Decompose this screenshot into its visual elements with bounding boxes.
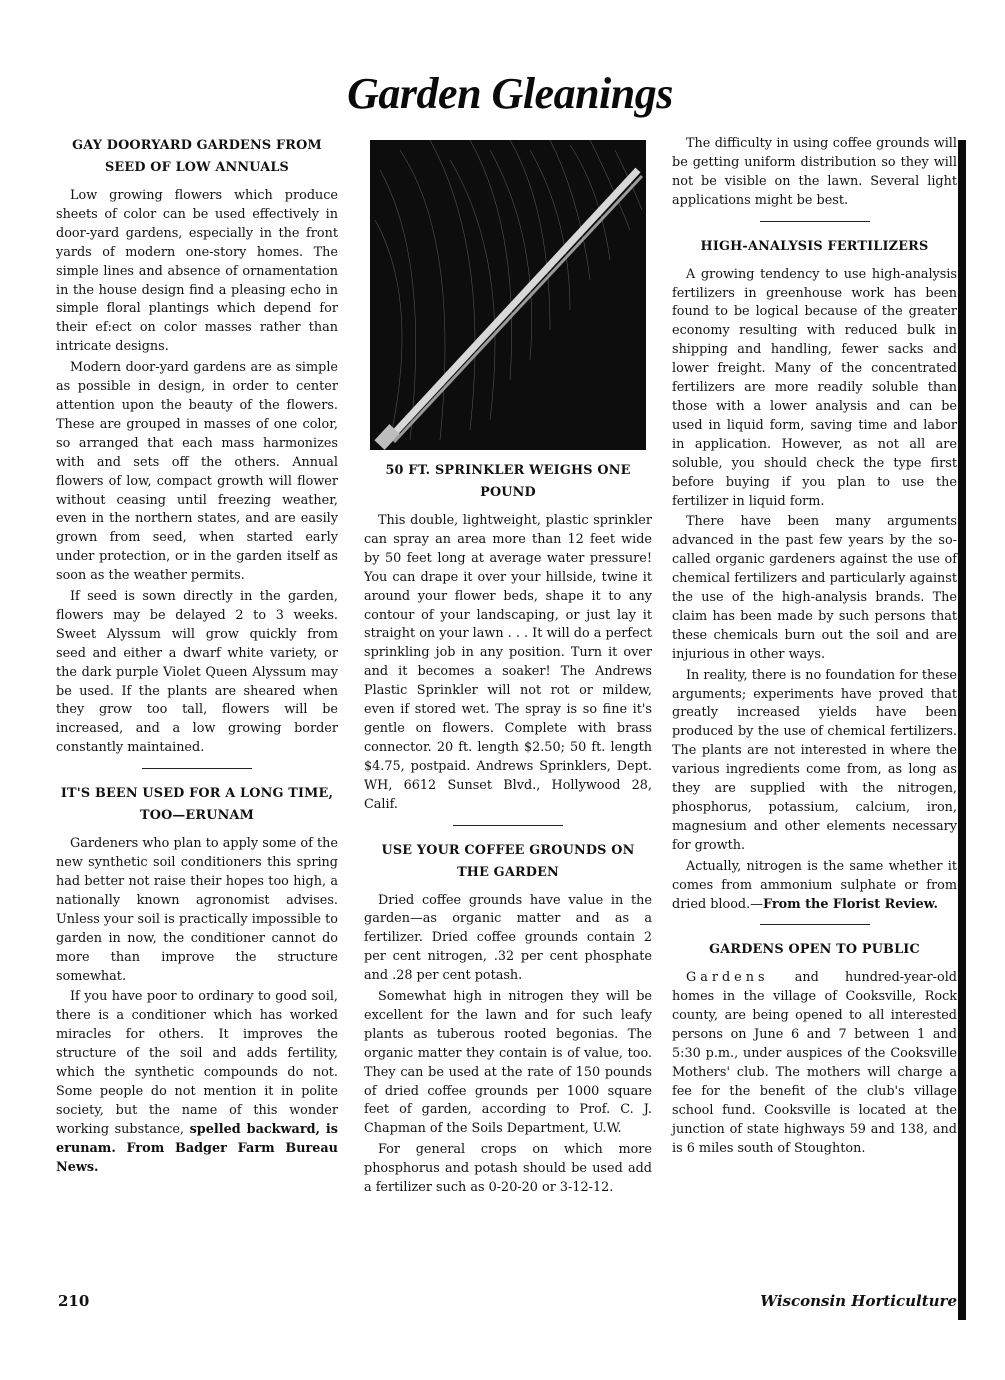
sprinkler-spray-image — [370, 140, 646, 450]
page-number: 210 — [58, 1292, 90, 1310]
article-paragraph — [672, 969, 957, 1158]
article-paragraph — [672, 858, 957, 915]
article-heading: GAY DOORYARD GARDENS FROM SEED OF LOW ANNUALS — [72, 138, 322, 175]
article-heading: 50 FT. SPRINKLER WEIGHS ONE POUND — [385, 463, 631, 500]
article-text: Actually, nitrogen is the same whether it comes from ammonium sulphate or from dried blood.— — [672, 858, 957, 912]
article-paragraph: Low growing flowers which produce sheets of color can be used effectively in door-yard gardens, especially in the front yards of modern one-story homes. The simple lines and absence of ornamentation in the house design find a pleasing echo in simple floral plantings which depend for their ef:ect on color masses rather than intricate designs. — [56, 188, 338, 355]
article-paragraph: This double, lightweight, plastic sprinkler can spray an area more than 12 feet wide by 50 feet long at average water pressure! You can drape it over your hillside, twine it around your flower beds, shape it to any contour of your landscaping, or just lay it straight on your lawn . . . It will do a perfect sprinkling job in any position. Turn it over and it becomes a soaker! The Andrews Plastic Sprinkler will not rot or mildew, even if stored wet. The spray is so fine it's gentle on flowers. Complete with brass connector. 20 ft. length $2.50; 50 ft. length $4.75, postpaid. Andrews Sprinklers, Dept. WH, 6612 Sunset Blvd., Hollywood 28, Calif. — [364, 513, 652, 812]
article-text: If you have poor to ordinary to good soil, there is a conditioner which has worked miracles for others. It improves the structure of the soil and adds fertility, which the synthetic compounds do not. Some people do not mention it in polite society, but the name of this wonder working substance, — [56, 989, 338, 1137]
section-divider — [142, 768, 252, 769]
column-middle — [364, 140, 652, 1200]
section-divider — [453, 825, 563, 826]
article-paragraph — [56, 988, 338, 1177]
article-heading: HIGH-ANALYSIS FERTILIZERS — [700, 238, 929, 254]
article-paragraph: A growing tendency to use high-analysis fertilizers in greenhouse work has been found to be logical because of the greater economy resulting with reduced bulk in shipping and handling, fewer sacks and lower freight. Many of the concentrated fertilizers are more readily soluble than those with a lower analysis and can be used in liquid form, saving time and labor in application. However, as not all are soluble, you should check the type first before buying if you plan to use the fertilizer in liquid form. — [672, 266, 957, 509]
article-paragraph: Dried coffee grounds have value in the garden—as organic matter and as a fertilizer. Dried coffee grounds contain 2 per cent nitrogen, .32 per cent phosphate and .28 per cent potash. — [364, 892, 652, 984]
column-right — [672, 135, 957, 1161]
article-credit: From the Florist Review. — [762, 896, 938, 912]
article-paragraph: If seed is sown directly in the garden, flowers may be delayed 2 to 3 weeks. Sweet Alyssum will grow quickly from seed and either a dwarf white variety, or the dark purple Violet Queen Alyssum may be used. If the plants are sheared when they grow too tall, flowers will be increased, and a low growing border constantly maintained. — [56, 589, 338, 756]
article-paragraph: The difficulty in using coffee grounds will be getting uniform distribution so they will not be visible on the lawn. Several light applications might be best. — [672, 136, 957, 208]
section-divider — [760, 221, 870, 222]
article-lead-word: Gardens — [686, 970, 769, 986]
article-credit: spelled backward, is erunam. From Badger Farm Bureau News. — [56, 1121, 338, 1175]
article-text: and hundred-year-old homes in the village of Cooksville, Rock county, are being opened to all interested persons on June 6 and 7 between 1 and 5:30 p.m., under auspices of the Cooksville Mothers' club. The mothers will charge a fee for the benefit of the club's village school fund. Cooksville is located at the junction of state highways 59 and 138, and is 6 miles south of Stoughton. — [672, 970, 957, 1156]
article-paragraph: Somewhat high in nitrogen they will be excellent for the lawn and for such leafy plants as tuberous rooted begonias. The organic matter they contain is of value, too. They can be used at the rate of 150 pounds of dried coffee grounds per 1000 square feet of garden, according to Prof. C. J. Chapman of the Soils Department, U.W. — [364, 989, 652, 1137]
article-paragraph: In reality, there is no foundation for these arguments; experiments have proved that greatly increased yields have been produced by the use of chemical fertilizers. The plants are not interested in where the various ingredients come from, as long as they are supplied with the nitrogen, phosphorus, potassium, calcium, iron, magnesium and other elements necessary for growth. — [672, 667, 957, 853]
sprinkler-photo — [370, 140, 646, 450]
page-title: Garden Gleanings — [347, 69, 673, 118]
journal-name: Wisconsin Horticulture — [760, 1292, 957, 1310]
article-heading: USE YOUR COFFEE GROUNDS ON THE GARDEN — [381, 842, 635, 880]
page-edge-shadow — [958, 140, 966, 1320]
article-paragraph: There have been many arguments advanced in the past few years by the so-called organic gardeners against the use of chemical fertilizers and particularly against the use of the high-analysis brands. The claim has been made by such persons that these chemicals burn out the soil and are injurious in other ways. — [672, 514, 957, 662]
column-left — [56, 135, 338, 1180]
article-paragraph: For general crops on which more phosphorus and potash should be used add a fertilizer such as 0-20-20 or 3-12-12. — [364, 1142, 652, 1196]
article-heading: GARDENS OPEN TO PUBLIC — [709, 942, 920, 958]
article-heading: IT'S BEEN USED FOR A LONG TIME, TOO—ERUNAM — [60, 786, 334, 824]
section-divider — [760, 924, 870, 925]
article-paragraph: Modern door-yard gardens are as simple as possible in design, in order to center attention upon the beauty of the flowers. These are grouped in masses of one color, so arranged that each mass harmonizes with and sets off the others. Annual flowers of low, compact growth will flower without ceasing until freezing weather, even in the northern states, and are easily grown from seed, when started early under protection, or in the garden itself as soon as the weather permits. — [56, 360, 338, 584]
article-paragraph: Gardeners who plan to apply some of the new synthetic soil conditioners this spring had better not raise their hopes too high, a nationally known agronomist advises. Unless your soil is practically impossible to garden in now, the conditioner cannot do more than improve the structure somewhat. — [56, 836, 338, 984]
